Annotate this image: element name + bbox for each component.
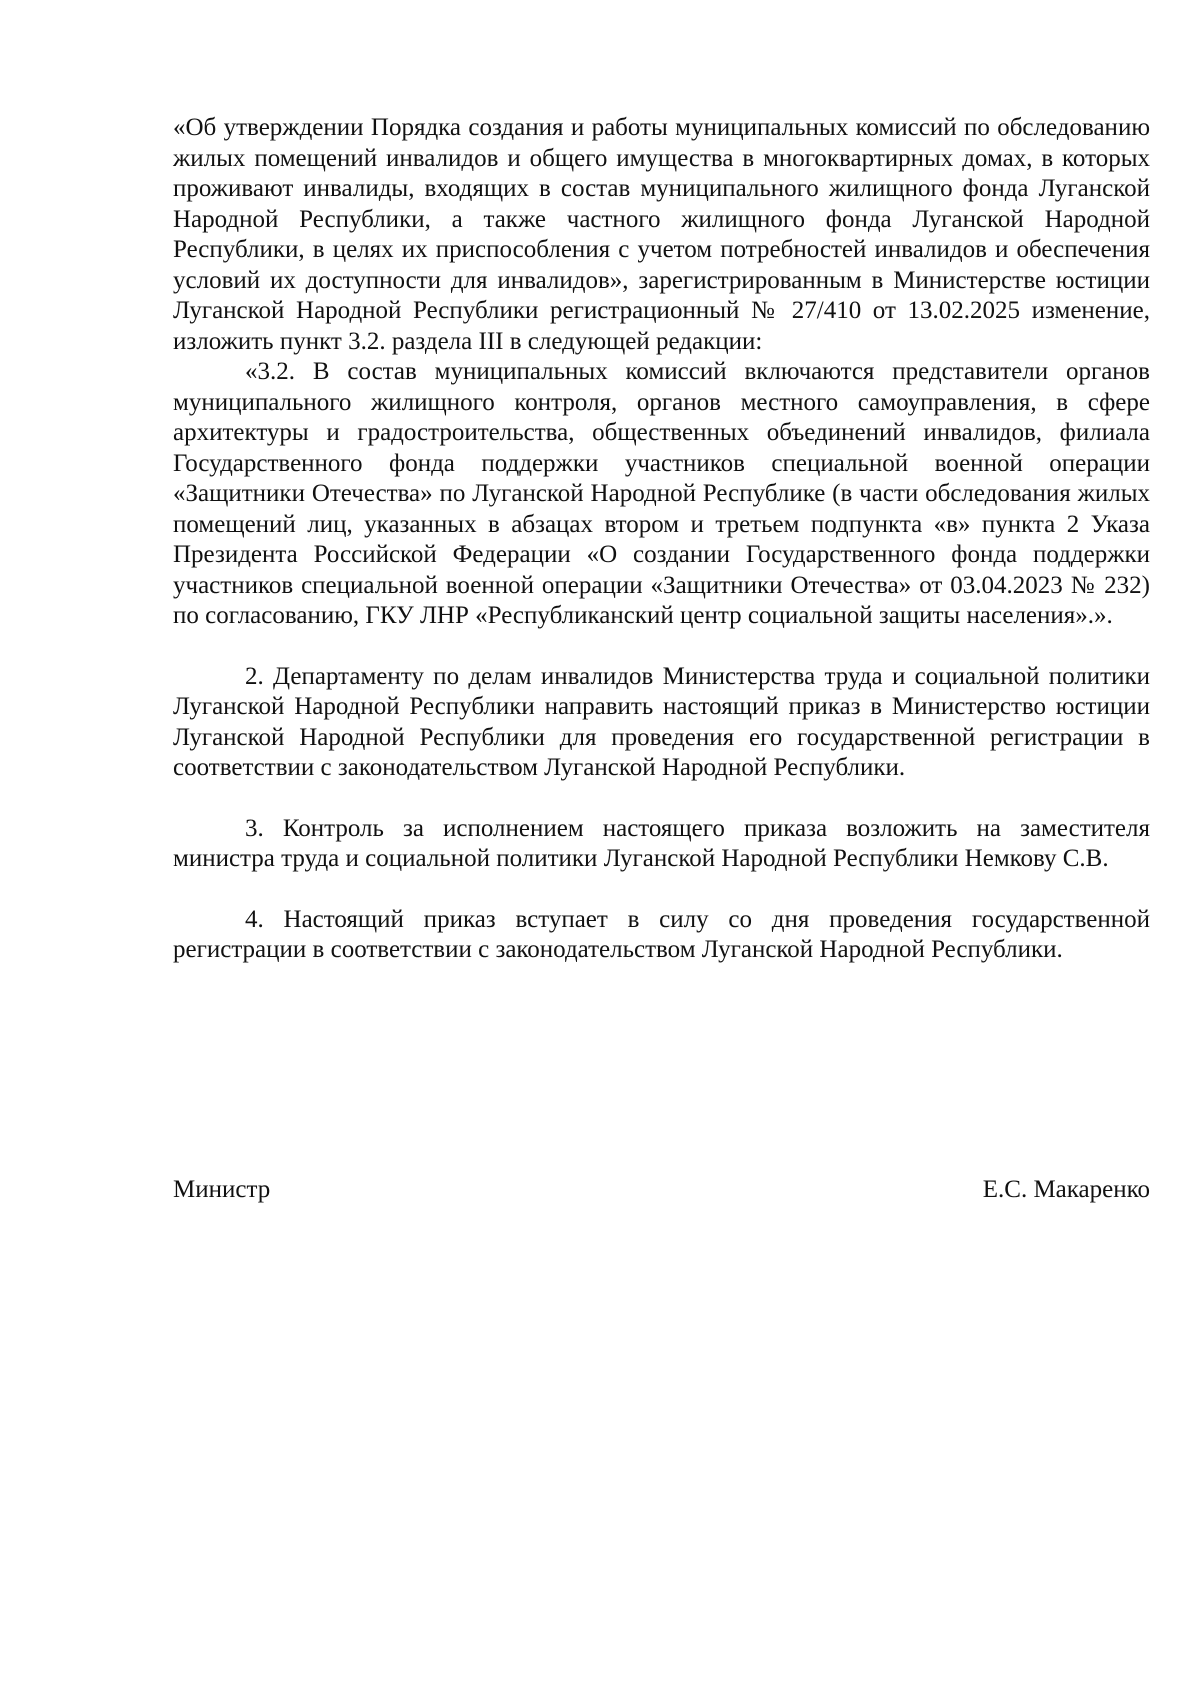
item-4-paragraph: 4. Настоящий приказ вступает в силу со дня проведения государственной регистрации в соответствии с законодательством Луганской Народной Республики. <box>173 905 1150 963</box>
signature-block <box>173 1175 1150 1205</box>
amendment-text-paragraph: «3.2. В состав муниципальных комиссий включаются представители органов муниципального жилищного контроля, органов местного самоуправления, в сфере архитектуры и градостроительства, общественных объединений инвалидов, филиала Государственного фонда поддержки участников специальной военной операции «Защитники Отечества» по Луганской Народной Республике (в части обследования жилых помещений лиц, указанных в абзацах втором и третьем подпункта «в» пункта 2 Указа Президента Российской Федерации «О создании Государственного фонда поддержки участников специальной военной операции «Защитники Отечества» от 03.04.2023 № 232) по согласованию, ГКУ ЛНР «Республиканский центр социальной защиты населения».». <box>173 358 1150 629</box>
item-2-paragraph: 2. Департаменту по делам инвалидов Министерства труда и социальной политики Луганской Народной Республики направить настоящий приказ в Министерство юстиции Луганской Народной Республики для проведения его государственной регистрации в соответствии с законодательством Луганской Народной Республики. <box>173 662 1150 781</box>
signatory-name: Е.С. Макаренко <box>982 1176 1150 1203</box>
amendment-intro-paragraph: «Об утверждении Порядка создания и работы муниципальных комиссий по обследованию жилых помещений инвалидов и общего имущества в многоквартирных домах, в которых проживают инвалиды, входящих в состав муниципального жилищного фонда Луганской Народной Республики, а также частного жилищного фонда Луганской Народной Республики, в целях их приспособления с учетом потребностей инвалидов и обеспечения условий их доступности для инвалидов», зарегистрированным в Министерстве юстиции Луганской Народной Республики регистрационный № 27/410 от 13.02.2025 изменение, изложить пункт 3.2. раздела III в следующей редакции: <box>173 114 1150 355</box>
document-body <box>173 113 1150 966</box>
item-3-paragraph: 3. Контроль за исполнением настоящего приказа возложить на заместителя министра труда и социальной политики Луганской Народной Республики Немкову С.В. <box>173 814 1150 872</box>
signatory-position: Министр <box>173 1176 271 1203</box>
